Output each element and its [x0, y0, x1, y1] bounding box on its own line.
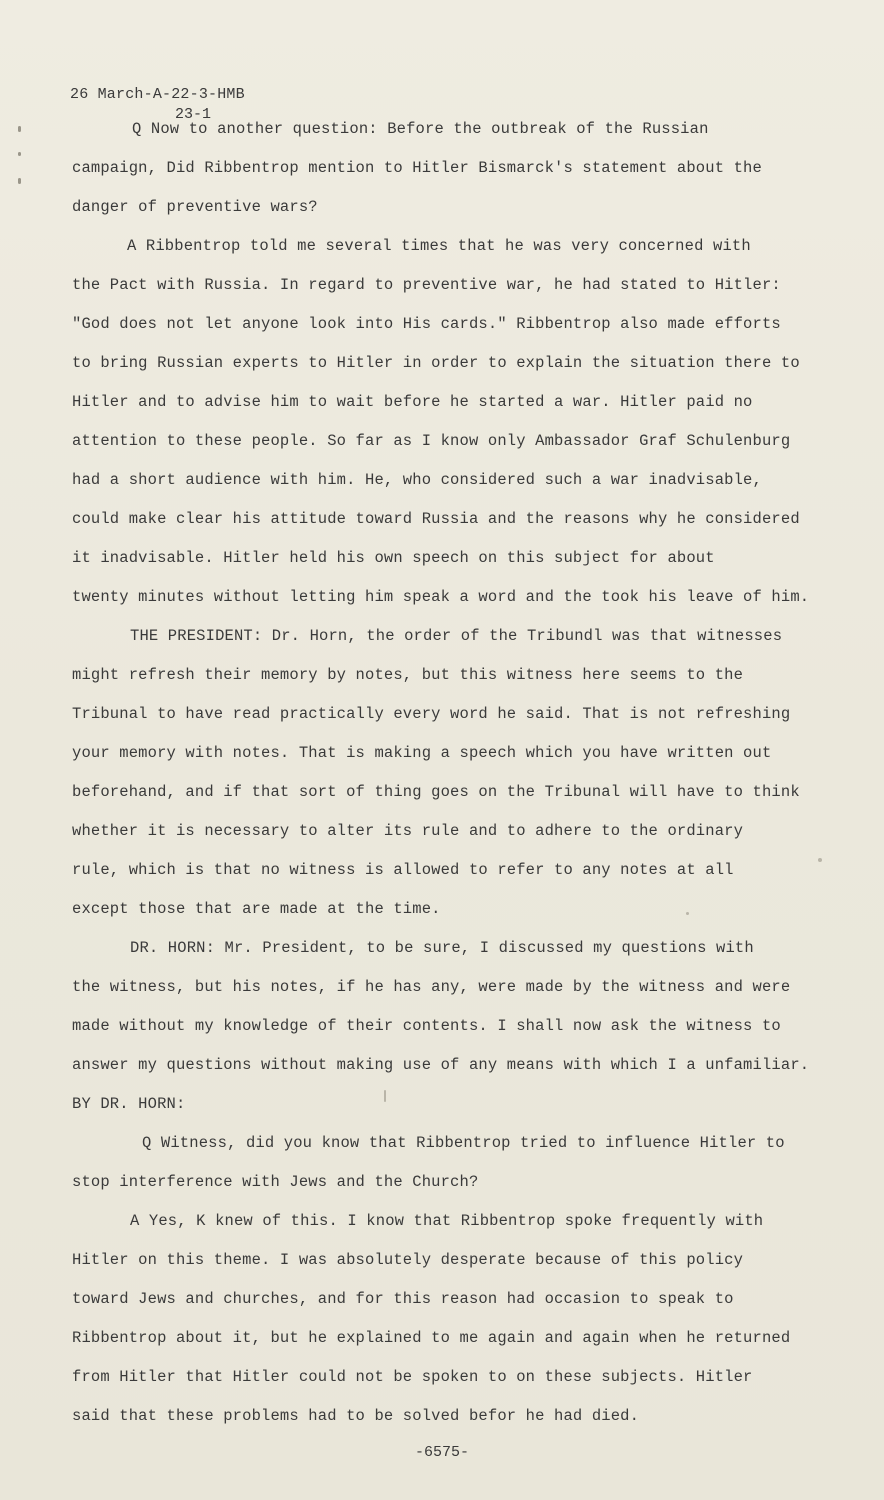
transcript-line: could make clear his attitude toward Russia and the reasons why he considered	[72, 510, 800, 528]
transcript-line: had a short audience with him. He, who considered such a war inadvisable,	[72, 471, 762, 489]
transcript-line: except those that are made at the time.	[72, 900, 441, 918]
transcript-line: made without my knowledge of their contents. I shall now ask the witness to	[72, 1017, 781, 1035]
transcript-line: the Pact with Russia. In regard to preventive war, he had stated to Hitler:	[72, 276, 781, 294]
transcript-line: rule, which is that no witness is allowed to refer to any notes at all	[72, 861, 734, 879]
transcript-line: answer my questions without making use of any means with which I a unfamiliar.	[72, 1056, 810, 1074]
transcript-line: A Yes, K knew of this. I know that Ribbentrop spoke frequently with	[130, 1212, 764, 1230]
transcript-line: whether it is necessary to alter its rule and to adhere to the ordinary	[72, 822, 744, 840]
margin-mark	[18, 152, 21, 156]
transcript-line: the witness, but his notes, if he has any, were made by the witness and were	[72, 978, 791, 996]
transcript-line: Q Now to another question: Before the outbreak of the Russian	[132, 120, 709, 138]
transcript-line: your memory with notes. That is making a speech which you have written out	[72, 744, 772, 762]
paper-speck	[818, 858, 822, 862]
transcript-line: Ribbentrop about it, but he explained to me again and again when he returned	[72, 1329, 791, 1347]
transcript-line: toward Jews and churches, and for this reason had occasion to speak to	[72, 1290, 734, 1308]
document-subheader: 23-1	[175, 106, 212, 123]
transcript-line: might refresh their memory by notes, but this witness here seems to the	[72, 666, 744, 684]
page-number: -6575-	[414, 1444, 469, 1461]
transcript-line: BY DR. HORN:	[72, 1095, 186, 1113]
transcript-line: Hitler and to advise him to wait before he started a war. Hitler paid no	[72, 393, 753, 411]
transcript-line: attention to these people. So far as I know only Ambassador Graf Schulenburg	[72, 432, 791, 450]
transcript-line: stop interference with Jews and the Church?	[72, 1173, 479, 1191]
transcript-line: it inadvisable. Hitler held his own speech on this subject for about	[72, 549, 715, 567]
transcript-line: A Ribbentrop told me several times that he was very concerned with	[127, 237, 751, 255]
transcript-line: DR. HORN: Mr. President, to be sure, I discussed my questions with	[130, 939, 754, 957]
transcript-line: Tribunal to have read practically every word he said. That is not refreshing	[72, 705, 791, 723]
margin-mark	[18, 178, 21, 184]
transcript-line: campaign, Did Ribbentrop mention to Hitler Bismarck's statement about the	[72, 159, 762, 177]
transcript-line: said that these problems had to be solved befor he had died.	[72, 1407, 640, 1425]
margin-mark	[18, 126, 21, 132]
transcript-line: Q Witness, did you know that Ribbentrop tried to influence Hitler to	[142, 1134, 785, 1152]
transcript-line: twenty minutes without letting him speak a word and the took his leave of him.	[72, 588, 810, 606]
paper-speck	[686, 912, 689, 915]
transcript-line: from Hitler that Hitler could not be spoken to on these subjects. Hitler	[72, 1368, 753, 1386]
transcript-line: beforehand, and if that sort of thing goes on the Tribunal will have to think	[72, 783, 800, 801]
document-header: 26 March-A-22-3-HMB	[70, 86, 245, 103]
paper-speck	[384, 1090, 386, 1102]
transcript-line: danger of preventive wars?	[72, 198, 318, 216]
transcript-line: THE PRESIDENT: Dr. Horn, the order of the Tribundl was that witnesses	[130, 627, 783, 645]
transcript-line: "God does not let anyone look into His cards." Ribbentrop also made efforts	[72, 315, 781, 333]
transcript-line: Hitler on this theme. I was absolutely desperate because of this policy	[72, 1251, 744, 1269]
transcript-line: to bring Russian experts to Hitler in order to explain the situation there to	[72, 354, 800, 372]
